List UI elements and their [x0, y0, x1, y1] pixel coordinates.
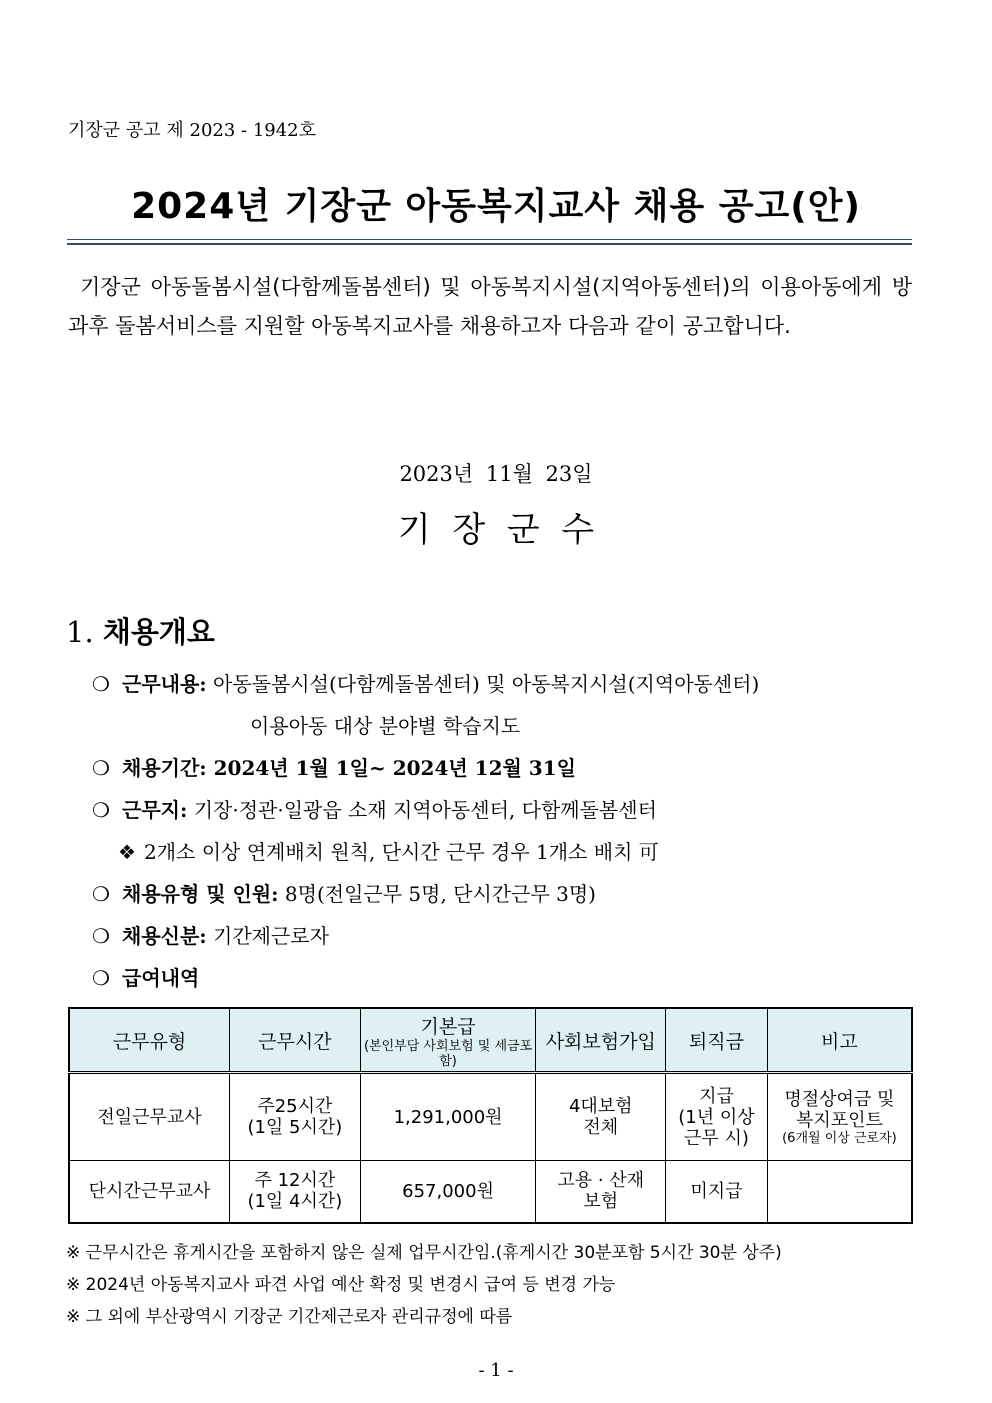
table-row — [69, 1161, 912, 1223]
item-value: 기간제근로자 — [213, 924, 329, 948]
item-value: 기장·정관·일광읍 소재 지역아동센터, 다함께돌봄센터 — [193, 798, 657, 822]
item-location — [92, 794, 657, 823]
header-remarks: 비고 — [767, 1008, 912, 1073]
item-value: 2개소 이상 연계배치 원칙, 단시간 근무 경우 1개소 배치 可 — [144, 840, 659, 864]
item-value: 아동돌봄시설(다함께돌봄센터) 및 아동복지시설(지역아동센터) — [213, 672, 760, 696]
header-work-type: 근무유형 — [69, 1008, 230, 1073]
item-label: 채용유형 및 인원: — [122, 882, 279, 906]
circle-bullet-icon: ❍ — [92, 882, 110, 906]
intro-paragraph: 기장군 아동돌봄시설(다함께돌봄센터) 및 아동복지시설(지역아동센터)의 이용아동에게 방과후 돌봄서비스를 지원할 아동복지교사를 채용하고자 다음과 같이 공고합니다. — [68, 275, 912, 338]
item-label: 채용신분: — [122, 924, 207, 948]
announcement-date: 2023년 11월 23일 — [399, 462, 593, 486]
circle-bullet-icon: ❍ — [92, 924, 110, 948]
diamond-bullet-icon: ❖ — [118, 840, 136, 864]
item-period — [92, 752, 576, 781]
circle-bullet-icon: ❍ — [92, 756, 110, 780]
header-base-pay: 기본급 (본인부담 사회보험 및 세금포함) — [360, 1008, 536, 1073]
item-status — [92, 920, 329, 949]
item-pay — [92, 962, 199, 991]
note-line: ※ 그 외에 부산광역시 기장군 기간제근로자 관리규정에 따름 — [66, 1307, 513, 1327]
cell-hours: 주 12시간 (1일 4시간) — [230, 1161, 361, 1223]
note-line: ※ 근무시간은 휴게시간을 포함하지 않은 실제 업무시간임.(휴게시간 30분포함 5시간 30분 상주) — [66, 1243, 782, 1263]
sub-item-placement — [118, 836, 659, 865]
cell-severance: 미지급 — [666, 1161, 768, 1223]
table-row — [69, 1073, 912, 1161]
circle-bullet-icon: ❍ — [92, 966, 110, 990]
cell-base: 1,291,000원 — [360, 1073, 536, 1161]
title-rule-thick — [67, 243, 912, 245]
section-heading — [66, 610, 215, 651]
cell-remarks: 명절상여금 및 복지포인트 (6개월 이상 근로자) — [767, 1073, 912, 1161]
cell-remarks — [767, 1161, 912, 1223]
item-work-content — [92, 668, 759, 697]
header-work-hours: 근무시간 — [230, 1008, 361, 1073]
section-title: 채용개요 — [102, 615, 215, 649]
title-rule-thin — [67, 239, 912, 240]
item-label: 급여내역 — [122, 966, 200, 990]
header-insurance: 사회보험가입 — [536, 1008, 666, 1073]
item-label: 채용기간: 2024년 1월 1일~ 2024년 12월 31일 — [122, 756, 576, 780]
document-title: 2024년 기장군 아동복지교사 채용 공고(안) — [131, 186, 861, 227]
cell-type: 전일근무교사 — [69, 1073, 230, 1161]
item-label: 근무지: — [122, 798, 188, 822]
issuer-name: 기 장 군 수 — [397, 510, 595, 550]
header-base-pay-note: (본인부담 사회보험 및 세금포함) — [363, 1038, 533, 1069]
cell-severance: 지급 (1년 이상 근무 시) — [666, 1073, 768, 1161]
item-work-content-cont: 이용아동 대상 분야별 학습지도 — [250, 714, 521, 738]
page-number: - 1 - — [478, 1360, 514, 1381]
circle-bullet-icon: ❍ — [92, 672, 110, 696]
notice-number: 기장군 공고 제 2023 - 1942호 — [68, 120, 317, 141]
cell-insurance: 4대보험 전체 — [536, 1073, 666, 1161]
pay-table — [68, 1007, 913, 1224]
cell-insurance: 고용 · 산재 보험 — [536, 1161, 666, 1223]
note-line: ※ 2024년 아동복지교사 파견 사업 예산 확정 및 변경시 급여 등 변경 가능 — [66, 1275, 616, 1295]
cell-base: 657,000원 — [360, 1161, 536, 1223]
circle-bullet-icon: ❍ — [92, 798, 110, 822]
cell-type: 단시간근무교사 — [69, 1161, 230, 1223]
header-severance: 퇴직금 — [666, 1008, 768, 1073]
item-type-headcount — [92, 878, 596, 907]
table-header-row — [69, 1008, 912, 1073]
cell-hours: 주25시간 (1일 5시간) — [230, 1073, 361, 1161]
section-number: 1. — [66, 615, 94, 649]
item-value: 8명(전일근무 5명, 단시간근무 3명) — [284, 882, 596, 906]
item-label: 근무내용: — [122, 672, 207, 696]
